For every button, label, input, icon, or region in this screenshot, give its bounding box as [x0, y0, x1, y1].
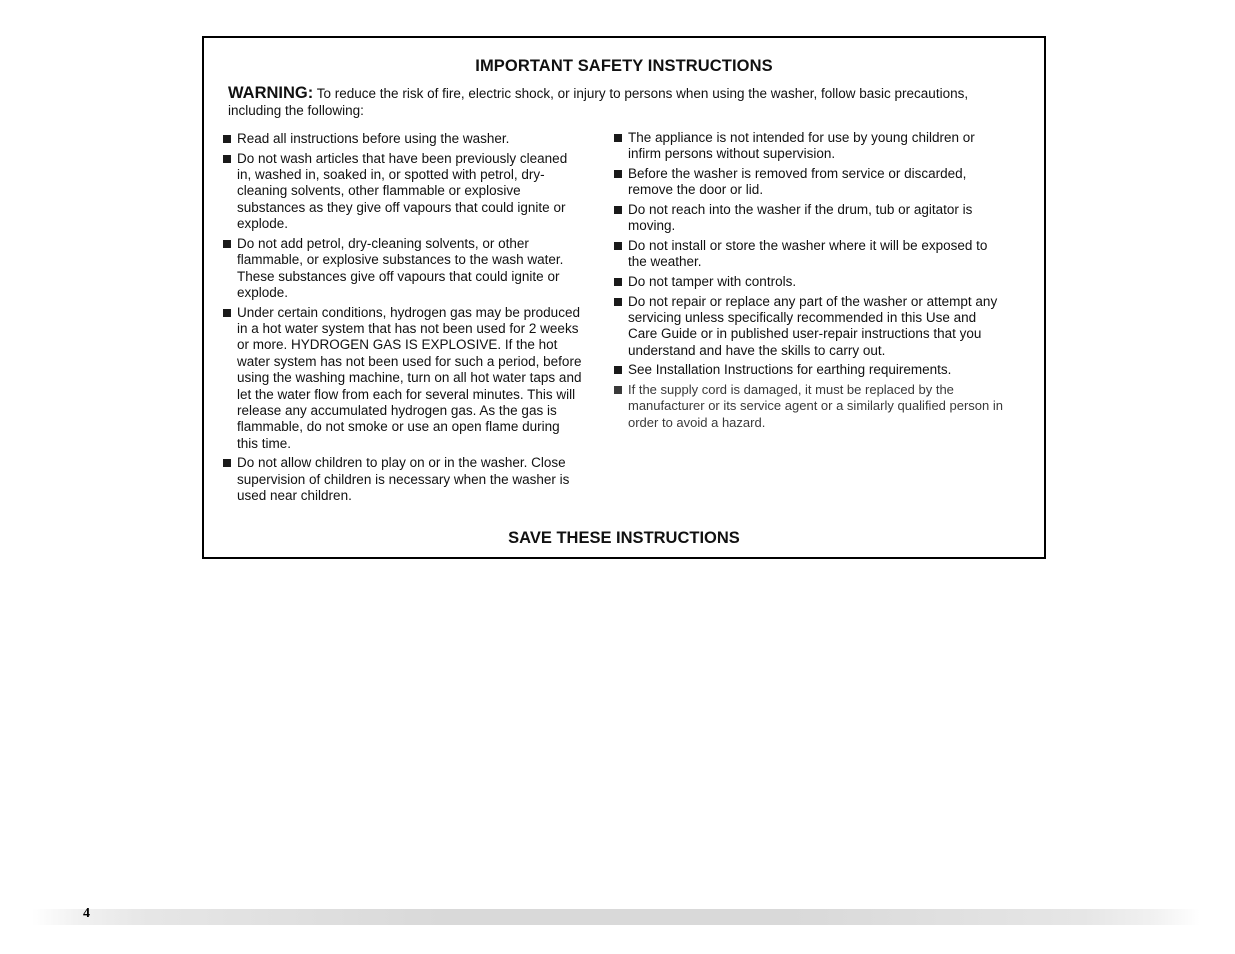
- instructions-right-column: [613, 130, 1005, 434]
- warning-text: To reduce the risk of fire, electric shock, or injury to persons when using the washer, follow basic precautions, including the following:: [228, 86, 969, 118]
- instruction-item: [613, 294, 1005, 360]
- instruction-item: [613, 362, 1005, 378]
- instruction-text: Do not install or store the washer where it will be exposed to the weather.: [628, 238, 988, 270]
- square-bullet-icon: [614, 386, 622, 394]
- instruction-item: [222, 305, 584, 453]
- square-bullet-icon: [614, 366, 622, 374]
- square-bullet-icon: [223, 309, 231, 317]
- instruction-text: Read all instructions before using the washer.: [237, 131, 510, 146]
- instruction-text: If the supply cord is damaged, it must be replaced by the manufacturer or its service agent or a similarly qualified person in order to avoid a hazard.: [628, 382, 1004, 430]
- page-footer-bar: [32, 909, 1200, 925]
- instruction-item: [613, 202, 1005, 235]
- instruction-item: [222, 131, 584, 147]
- instruction-item: [222, 455, 584, 504]
- instruction-item: [613, 130, 1005, 163]
- square-bullet-icon: [223, 135, 231, 143]
- page-number: 4: [83, 906, 90, 921]
- save-instructions-footer: SAVE THESE INSTRUCTIONS: [508, 529, 740, 547]
- instruction-item: [222, 151, 584, 233]
- warning-label: WARNING:: [228, 84, 314, 102]
- square-bullet-icon: [614, 206, 622, 214]
- instruction-text: Do not tamper with controls.: [628, 274, 797, 289]
- instruction-text: Do not reach into the washer if the drum, tub or agitator is moving.: [628, 202, 973, 234]
- instruction-text: Under certain conditions, hydrogen gas may be produced in a hot water system that has not been used for 2 weeks or more. HYDROGEN GAS IS EXPLOSIVE. If the hot water system has not been used for such a period, before using the washing machine, turn on all hot water taps and let the water flow from each for several minutes. This will release any accumulated hydrogen gas. As the gas is flammable, do not smoke or use an open flame during this time.: [237, 304, 582, 451]
- instruction-text: Do not add petrol, dry-cleaning solvents, or other flammable, or explosive substances to the wash water. These substances give off vapours that could ignite or explode.: [237, 235, 564, 301]
- square-bullet-icon: [614, 278, 622, 286]
- instruction-item: [613, 274, 1005, 290]
- instruction-item: [613, 238, 1005, 271]
- square-bullet-icon: [614, 170, 622, 178]
- safety-instructions-box: [202, 36, 1046, 559]
- safety-title: IMPORTANT SAFETY INSTRUCTIONS: [475, 57, 773, 75]
- instruction-text: Do not wash articles that have been previously cleaned in, washed in, soaked in, or spotted with petrol, dry-cleaning solvents, other flammable or explosive substances as they give off vapours that could ignite or explode.: [237, 150, 568, 232]
- instruction-text: Before the washer is removed from service or discarded, remove the door or lid.: [628, 166, 967, 198]
- instruction-text: The appliance is not intended for use by young children or infirm persons without supervision.: [628, 130, 975, 162]
- instruction-text: Do not repair or replace any part of the washer or attempt any servicing unless specifically recommended in this Use and Care Guide or in published user-repair instructions that you understand and have the skills to carry out.: [628, 293, 998, 358]
- instruction-item: [613, 166, 1005, 199]
- square-bullet-icon: [614, 298, 622, 306]
- square-bullet-icon: [614, 134, 622, 142]
- square-bullet-icon: [223, 155, 231, 163]
- instructions-left-column: [222, 131, 584, 508]
- instruction-item: [613, 382, 1005, 431]
- instruction-text: Do not allow children to play on or in the washer. Close supervision of children is necessary when the washer is used near children.: [237, 455, 570, 504]
- instruction-text: See Installation Instructions for earthing requirements.: [628, 362, 952, 378]
- warning-paragraph: [228, 85, 1006, 119]
- instruction-item: [222, 236, 584, 302]
- square-bullet-icon: [223, 240, 231, 248]
- square-bullet-icon: [614, 242, 622, 250]
- square-bullet-icon: [223, 459, 231, 467]
